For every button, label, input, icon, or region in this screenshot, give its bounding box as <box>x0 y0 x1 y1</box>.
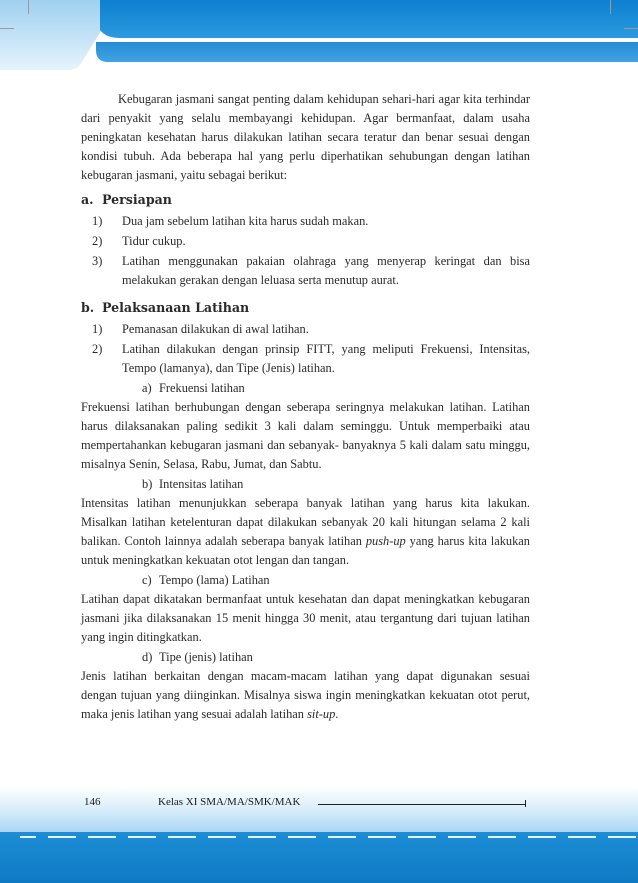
list-number: 3) <box>92 254 103 268</box>
section-title: Pelaksanaan Latihan <box>102 300 250 315</box>
footer-rule <box>318 804 526 805</box>
crop-mark <box>28 0 29 14</box>
footer-rule-tick <box>525 800 526 807</box>
sublist-item-tempo <box>142 571 530 590</box>
sublist-title: Intensitas latihan <box>159 477 244 491</box>
list-item <box>81 232 530 251</box>
section-heading-persiapan <box>81 190 530 209</box>
section-label: a. <box>81 192 94 207</box>
header-decoration <box>0 0 638 82</box>
list-item <box>81 340 530 378</box>
sublist-number: a) <box>142 381 152 395</box>
section-title: Persiapan <box>102 192 172 207</box>
list-number: 2) <box>92 342 103 356</box>
sublist-paragraph: Frekuensi latihan berhubungan dengan seberapa seringnya melakukan latihan. Latihan harus dilaksanakan paling sedikit 3 kali dalam seminggu. Untuk memperbaiki atau mempertahankan kebugaran jasmani dan sebanyak- banyaknya 5 kali dalam satu minggu, misalnya Senin, Selasa, Rabu, Jumat, dan Sabtu. <box>81 400 530 471</box>
list-text: Latihan dilakukan dengan prinsip FITT, yang meliputi Frekuensi, Intensitas, Tempo (lamanya), dan Tipe (Jenis) latihan. <box>122 342 530 375</box>
paragraph-text: yang harus kita lakukan untuk meningkatkan kekuatan otot lengan dan tangan. <box>81 534 530 567</box>
sublist-number: c) <box>142 573 152 587</box>
list-text: Pemanasan dilakukan di awal latihan. <box>122 322 309 336</box>
section-heading-pelaksanaan <box>81 298 530 317</box>
section-label: b. <box>81 300 95 315</box>
crop-mark <box>624 28 638 29</box>
crop-mark <box>610 0 611 14</box>
sublist-title: Tempo (lama) Latihan <box>159 573 270 587</box>
sublist-paragraph <box>81 667 530 724</box>
sublist-number: d) <box>142 650 153 664</box>
crop-mark <box>0 28 14 29</box>
sublist-item-intensitas <box>142 475 530 494</box>
sublist-item-tipe <box>142 648 530 667</box>
list-number: 2) <box>92 234 103 248</box>
list-item <box>81 212 530 231</box>
list-item <box>81 252 530 290</box>
page-number: 146 <box>84 796 101 808</box>
page-body <box>81 90 530 724</box>
paragraph-text: . <box>335 707 339 721</box>
sublist-number: b) <box>142 477 153 491</box>
book-title: Kelas XI SMA/MA/SMK/MAK <box>158 796 301 808</box>
italic-term: sit-up <box>307 707 336 721</box>
paragraph-text: Intensitas latihan menunjukkan seberapa banyak latihan yang harus kita lakukan. Misalkan latihan ketelenturan dapat dilakukan sebanyak 20 kali hitungan selama 2 kali balikan. Contoh lainnya adalah seberapa banyak latihan <box>81 496 530 548</box>
list-number: 1) <box>92 214 103 228</box>
sublist-paragraph <box>81 494 530 570</box>
list-item <box>81 320 530 339</box>
intro-paragraph: Kebugaran jasmani sangat penting dalam kehidupan sehari-hari agar kita terhindar dari penyakit yang selalu membayangi kehidupan. Agar bermanfaat, dalam usaha peningkatan kesehatan harus dilakukan latihan secara teratur dan benar sesuai dengan kondisi tubuh. Ada beberapa hal yang perlu diperhatikan sehubungan dengan latihan kebugaran jasmani, yaitu sebagai berikut: <box>81 92 530 182</box>
italic-term: push-up <box>365 534 406 548</box>
sublist-title: Frekuensi latihan <box>159 381 245 395</box>
list-text: Tidur cukup. <box>122 234 186 248</box>
paragraph-text: Jenis latihan berkaitan dengan macam-macam latihan yang dapat digunakan sesuai dengan tujuan yang diinginkan. Misalnya siswa ingin meningkatkan kekuatan otot perut, maka jenis latihan yang sesuai adalah latihan <box>81 669 530 721</box>
sublist-item-frekuensi <box>142 379 530 398</box>
list-text: Latihan menggunakan pakaian olahraga yang menyerap keringat dan bisa melakukan gerakan dengan leluasa serta menutup aurat. <box>122 254 530 287</box>
sublist-paragraph: Latihan dapat dikatakan bermanfaat untuk kesehatan dan dapat meningkatkan kebugaran jasmani jika dilaksanakan 15 menit hingga 30 menit, atau tergantung dari tujuan latihan yang ingin ditingkatkan. <box>81 592 530 644</box>
list-number: 1) <box>92 322 103 336</box>
sublist-title: Tipe (jenis) latihan <box>159 650 253 664</box>
list-text: Dua jam sebelum latihan kita harus sudah makan. <box>122 214 369 228</box>
